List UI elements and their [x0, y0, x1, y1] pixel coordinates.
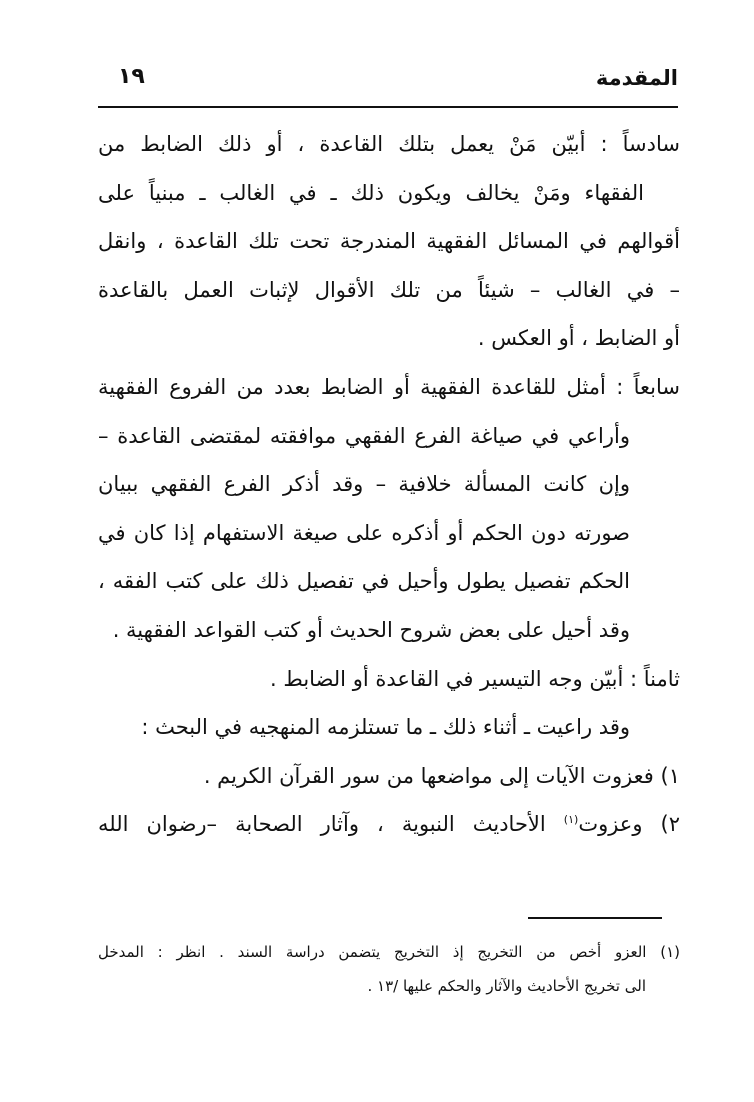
- paragraph-seventh: [98, 363, 680, 655]
- list-item-1: ١) فعزوت الآيات إلى مواضعها من سور القرآن الكريم .: [203, 763, 680, 788]
- list-item-2-rest: الأحاديث النبوية ، وآثار الصحابة –رضوان الله: [98, 812, 564, 837]
- footnotes: [98, 935, 680, 1003]
- footnote-rule: [528, 917, 662, 919]
- list-item-2: [98, 800, 680, 849]
- text-line: أقوالهم في المسائل الفقهية المندرجة تحت تلك القاعدة ، وانقل: [98, 229, 680, 254]
- method-intro: وقد راعيت ـ أثناء ذلك ـ ما تستلزمه المنهجيه في البحث :: [141, 715, 630, 740]
- text-line: سابعاً : أمثل للقاعدة الفقهية أو الضابط بعدد من الفروع الفقهية: [98, 374, 680, 399]
- text-line: – في الغالب – شيئاً من تلك الأقوال لإثبات العمل بالقاعدة: [98, 277, 680, 302]
- paragraph-sixth: [98, 120, 680, 363]
- running-header: [98, 58, 678, 98]
- page-number: ١٩: [118, 64, 145, 89]
- body-text: [98, 120, 680, 849]
- footnote-line: (١) العزو أخص من التخريج إذ التخريج يتضمن دراسة السند . انظر : المدخل: [98, 943, 680, 961]
- paragraph-eighth: ثامناً : أبيّن وجه التيسير في القاعدة أو الضابط .: [270, 666, 680, 691]
- text-line: سادساً : أبيّن مَنْ يعمل بتلك القاعدة ، أو ذلك الضابط من: [98, 132, 680, 156]
- text-line: وقد أحيل على بعض شروح الحديث أو كتب القواعد الفقهية .: [112, 617, 630, 642]
- text-line: أو الضابط ، أو العكس .: [477, 326, 680, 351]
- text-line: وإن كانت المسألة خلافية – وقد أذكر الفرع الفقهي ببيان: [98, 472, 630, 497]
- header-rule: [98, 106, 678, 108]
- text-line: الحكم تفصيل يطول وأحيل في تفصيل ذلك على كتب الفقه ،: [98, 569, 630, 594]
- text-line: الفقهاء ومَنْ يخالف ويكون ذلك ـ في الغالب ـ مبنياً على: [98, 180, 644, 205]
- text-line: وأراعي في صياغة الفرع الفقهي موافقته لمقتضى القاعدة –: [98, 423, 630, 448]
- footnote-line: الى تخريج الأحاديث والآثار والحكم عليها /١٣ .: [367, 977, 646, 995]
- chapter-title: المقدمة: [595, 66, 678, 90]
- list-item-2-start: ٢) وعزوت: [578, 812, 680, 837]
- text-line: صورته دون الحكم أو أذكره على صيغة الاستفهام إذا كان في: [98, 520, 630, 545]
- footnote-mark[interactable]: (١): [563, 813, 579, 827]
